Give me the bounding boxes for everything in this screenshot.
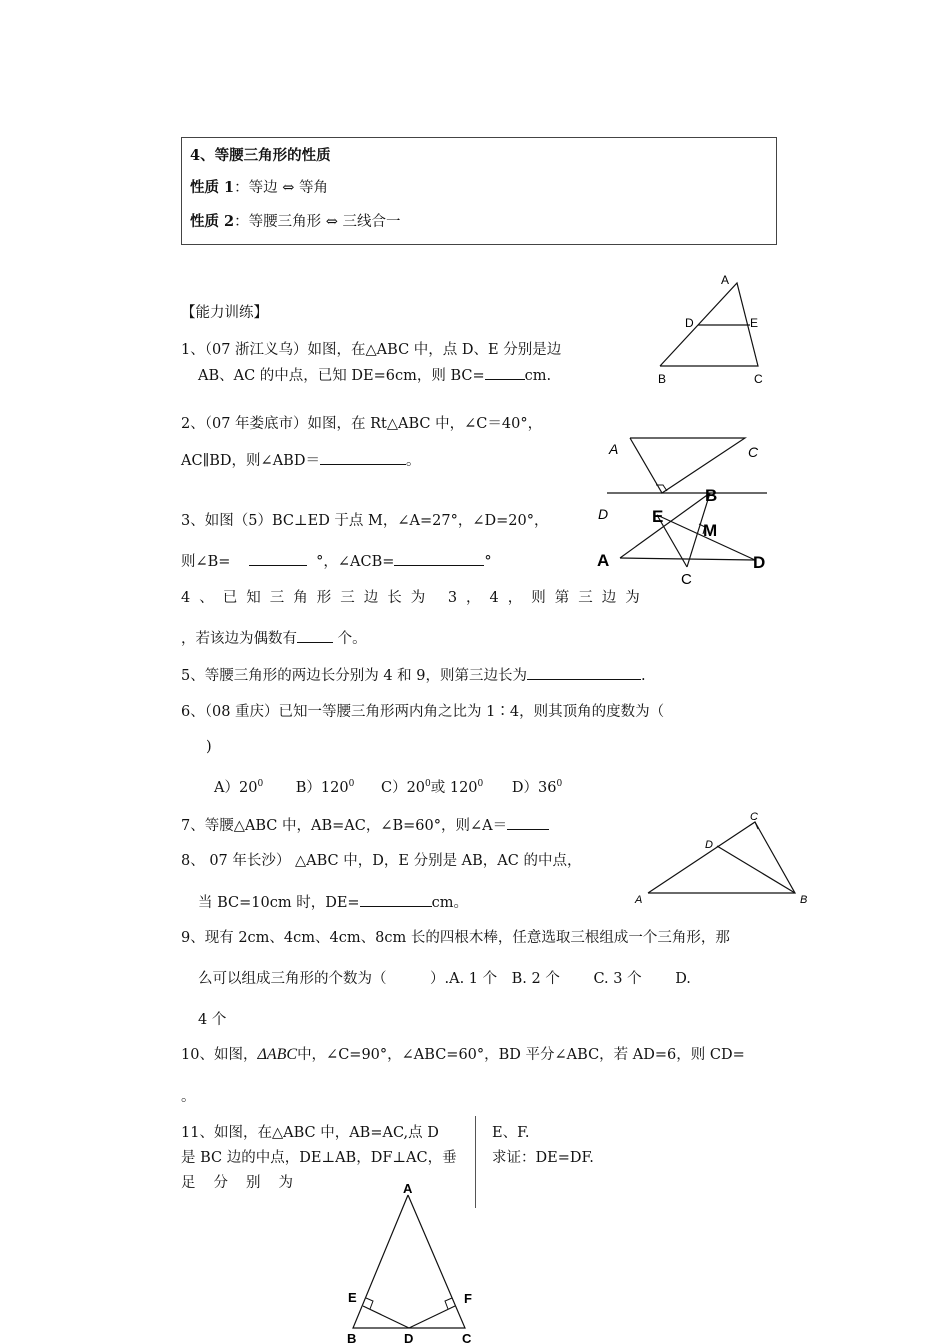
q1-line1: 1、（07 浙江义乌）如图，在△ABC 中，点 D、E 分别是边 (181, 342, 562, 358)
q3-line2: 则∠B= °，∠ACB= ° (181, 550, 492, 571)
q9-line1: 9、现有 2cm、4cm、4cm、8cm 长的四根木棒，任意选取三根组成一个三角形，那 (181, 930, 730, 946)
q6-options (214, 776, 562, 797)
q5-line1: 5、等腰三角形的两边长分别为 4 和 9，则第三边长为 . (181, 664, 646, 685)
fig3-label-m: M (703, 521, 718, 540)
q2-blank[interactable] (320, 450, 406, 465)
figure-q8-bisector (630, 805, 815, 910)
fig5-label-a: A (403, 1181, 413, 1196)
q3-blank-acb[interactable] (394, 551, 484, 566)
fig5-label-b: B (347, 1331, 357, 1344)
q11-right1: E、F. (492, 1125, 530, 1141)
fig1-label-b: B (658, 372, 667, 386)
fig3-label-a: A (597, 551, 610, 570)
section-title: 【能力训练】 (181, 305, 268, 321)
q4-line1: 4、已知三角形三边长为 3，4，则第三边为 (181, 590, 649, 606)
properties-box (181, 137, 777, 245)
fig3-label-d: D (753, 553, 766, 572)
fig3-label-c: C (681, 571, 692, 588)
q6-line1: 6、（08 重庆）已知一等腰三角形两内角之比为 1∶4，则其顶角的度数为（ (181, 704, 665, 720)
fig3-label-b: B (705, 486, 718, 505)
fig4-label-a: A (635, 894, 643, 906)
fig3-label-e: E (652, 507, 664, 526)
q2-line2: AC∥BD，则∠ABD＝ 。 (181, 449, 420, 470)
q10-line1: 10、如图，ΔABC中，∠C=90°，∠ABC=60°，BD 平分∠ABC，若 AD=6，则 CD= (181, 1046, 745, 1063)
fig5-label-f: F (464, 1291, 472, 1306)
q6-option-a[interactable]: $A)20^0$ (214, 779, 264, 796)
q1-blank[interactable] (485, 365, 525, 380)
q11-line2: 是 BC 边的中点，DE⊥AB，DF⊥AC，垂 (181, 1150, 457, 1166)
fig1-label-a: A (721, 273, 730, 287)
fig4-label-b: B (800, 894, 808, 906)
q4-blank[interactable] (297, 628, 333, 643)
fig1-label-d: D (685, 316, 694, 330)
figure-q11-isosceles (340, 1180, 480, 1344)
property-1: 性质 1：等边 ⇔ 等角 (190, 179, 329, 196)
q1-line2: AB、AC 的中点，已知 DE=6cm，则 BC= cm. (198, 364, 551, 385)
q11-right2: 求证：DE=DF. (492, 1150, 594, 1166)
q7-line1: 7、等腰△ABC 中，AB=AC，∠B=60°，则∠A＝ (181, 814, 549, 835)
q9-line3: 4 个 (198, 1012, 227, 1028)
q5-blank[interactable] (527, 665, 641, 680)
q2-line1: 2、（07 年娄底市）如图，在 Rt△ABC 中，∠C＝40°， (181, 416, 543, 432)
box-title: 4、等腰三角形的性质 (190, 147, 331, 164)
fig2-label-a: A (609, 441, 619, 457)
fig5-label-c: C (462, 1331, 472, 1344)
q8-line1: 8、 07 年长沙） △ABC 中，D，E 分别是 AB，AC 的中点， (181, 853, 582, 869)
figure-q3-crossing (595, 480, 770, 590)
fig4-label-d: D (705, 839, 713, 851)
fig2-label-c: C (748, 444, 759, 460)
q4-line2: ，若该边为偶数有 个。 (181, 627, 367, 648)
q3-blank-b[interactable] (249, 551, 307, 566)
q6-line2: ) (206, 739, 212, 755)
fig2-label-d: D (598, 506, 609, 522)
property-2: 性质 2：等腰三角形 ⇔ 三线合一 (190, 213, 401, 230)
fig5-label-d: D (404, 1331, 414, 1344)
fig1-label-e: E (750, 316, 759, 330)
fig5-label-e: E (348, 1290, 357, 1305)
q3-line1: 3、如图（5）BC⊥ED 于点 M，∠A=27°，∠D=20°， (181, 513, 549, 529)
q6-option-b[interactable]: $B)120^0$ (295, 779, 355, 796)
q6-option-d[interactable]: $D)36^0$ (511, 779, 563, 796)
q8-line2: 当 BC=10cm 时，DE= cm。 (198, 891, 468, 912)
q7-blank[interactable] (507, 815, 549, 830)
q10-line2: 。 (181, 1089, 196, 1105)
q6-option-c[interactable]: $C)20^0$或 $120^0$ (380, 779, 484, 796)
q9-line2: 么可以组成三角形的个数为（ ）.A. 1 个 B. 2 个 C. 3 个 D. (198, 971, 691, 987)
q11-line1: 11、如图，在△ABC 中，AB=AC,点 D (181, 1125, 439, 1141)
q8-blank[interactable] (360, 892, 432, 907)
q11-line3: 足分别为 (181, 1175, 311, 1191)
figure-q1-triangle (640, 270, 780, 390)
fig1-label-c: C (754, 372, 763, 386)
fig4-label-c: C (750, 811, 758, 823)
